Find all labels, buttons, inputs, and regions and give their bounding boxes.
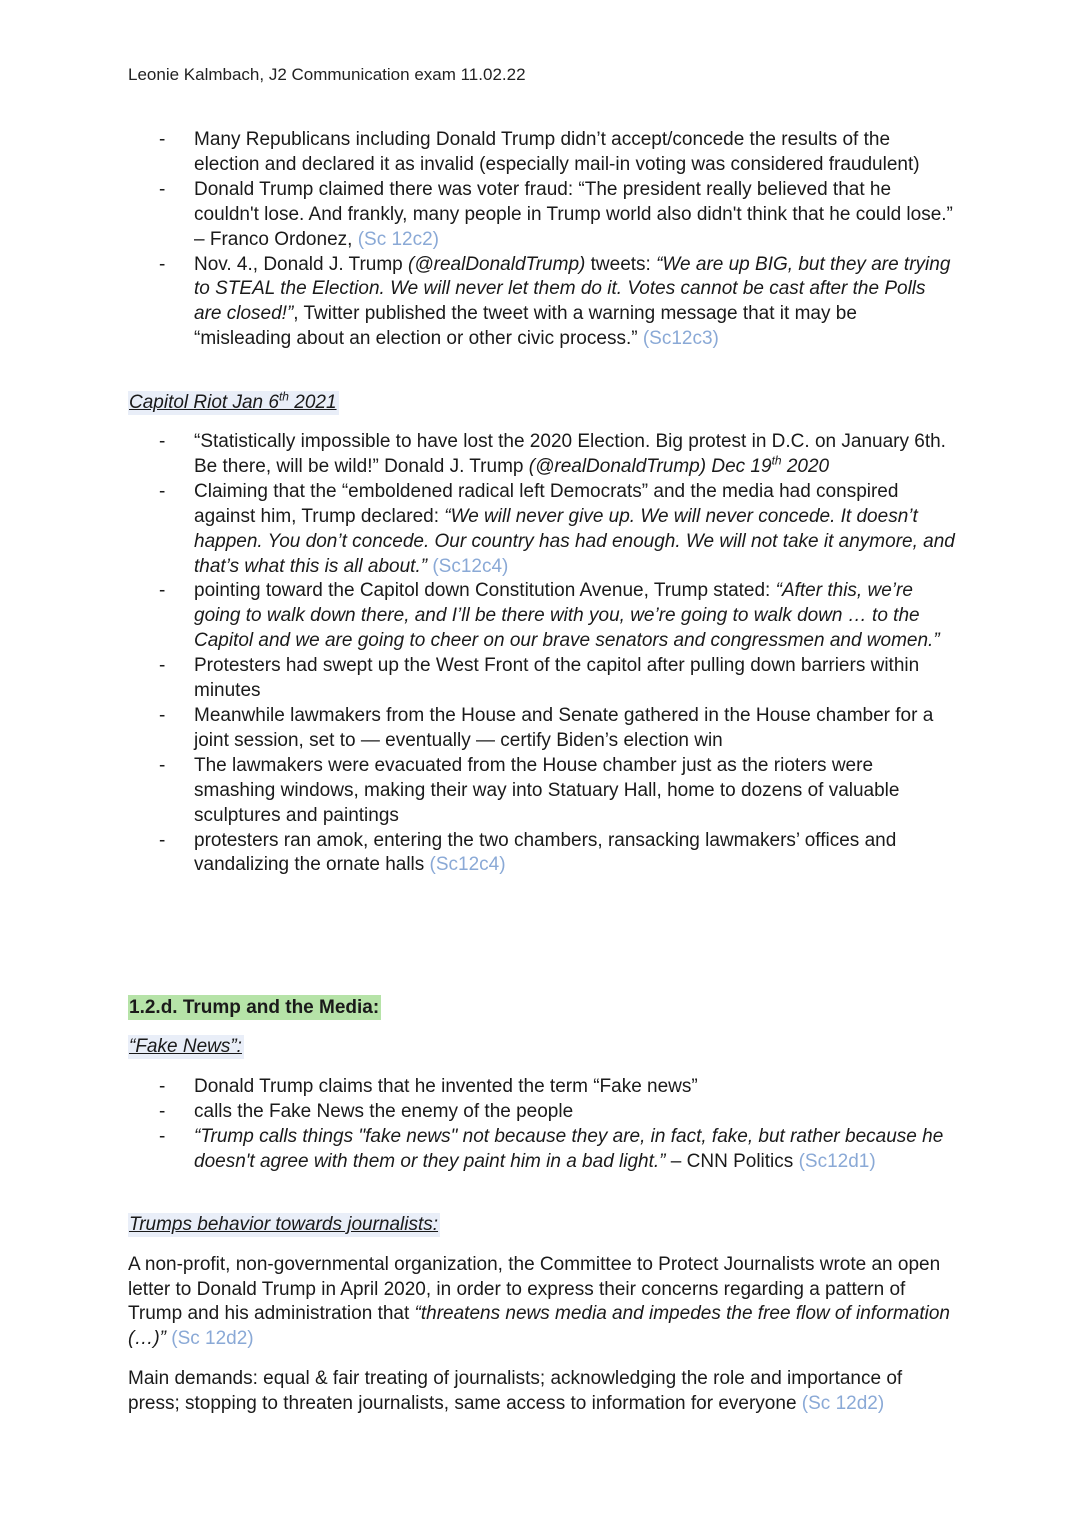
bullet-text: Protesters had swept up the West Front of the capitol after pulling down barriers within minutes [194, 655, 920, 702]
cnn-quote: “Trump calls things "fake news" not because they are, in fact, fake, but rather because he doesn't agree with them or they paint him in a bad light.” [194, 1125, 944, 1172]
speech-quote: “We will never give up. We will never concede. It doesn’t happen. You don’t concede. Our country has had enough. We will not take it anymore, and that’s what this is all about.” [194, 505, 955, 577]
bullet-text: , Twitter published the tweet with a warning message that it may be “misleading about an election or other civic process.” [194, 303, 857, 350]
list-item [128, 829, 958, 879]
demands-paragraph [128, 1367, 958, 1416]
list-item [128, 754, 958, 829]
capitol-riot-heading: Capitol Riot Jan 6th 2021 [129, 389, 337, 413]
source-reference: (Sc12d1) [798, 1150, 876, 1172]
bullet-text: Donald Trump claimed there was voter fraud: “The president really believed that he couldn't lose. And frankly, many people in Trump world also didn't think that he could lose.” – Franco Ordonez, [194, 178, 953, 250]
bullet-text: Nov. 4., Donald J. Trump [194, 253, 403, 275]
fake-news-bullet-list [128, 1075, 958, 1175]
bullet-text: – CNN Politics [670, 1150, 794, 1172]
capitol-list-block [128, 430, 958, 878]
journalists-heading: Trumps behavior towards journalists: [129, 1214, 439, 1235]
source-reference: (Sc 12d2) [801, 1392, 885, 1414]
list-item [128, 1100, 958, 1125]
paragraph-text: A non-profit, non-governmental organization, the Committee to Protect Journalists wrote an open letter to Donald Trump in April 2020, in order to express their concerns regarding a pattern of Trump and his administration that [128, 1254, 941, 1325]
twitter-handle: (@realDonaldTrump) [408, 253, 586, 275]
list-item [128, 579, 958, 654]
letter-quote: “threatens news media and impedes the free flow of information (…)” [128, 1303, 950, 1349]
election-list-block [128, 128, 958, 352]
speech-quote: “After this, we’re going to walk down there, and I’ll be there with you, we’re going to walk down … to the Capitol and we are going to cheer on our brave senators and congressmen and women.” [194, 580, 940, 652]
tweet-quote: “We are up BIG, but they are trying to STEAL the Election. We will never let them do it. Votes cannot be cast after the Polls are closed!” [194, 253, 951, 325]
bullet-text: The lawmakers were evacuated from the House chamber just as the rioters were smashing windows, making their way into Statuary Hall, home to dozens of valuable sculptures and paintings [194, 754, 900, 826]
bullet-text: Meanwhile lawmakers from the House and Senate gathered in the House chamber for a joint session, set to — eventually — certify Biden’s election win [194, 704, 934, 751]
bullet-text: tweets: [590, 253, 651, 275]
list-item [128, 1075, 958, 1100]
source-reference: (Sc 12d2) [171, 1327, 254, 1349]
cpj-paragraph [128, 1253, 958, 1351]
source-reference: (Sc12c4) [432, 555, 509, 577]
list-item [128, 430, 958, 480]
source-reference: (Sc12c3) [642, 328, 719, 350]
fake-news-heading: “Fake News”: [129, 1036, 242, 1057]
capitol-bullet-list [128, 430, 958, 878]
section-title: 1.2.d. Trump and the Media: [129, 997, 380, 1018]
paragraph-text: Main demands: equal & fair treating of journalists; acknowledging the role and importance of press; stopping to threaten journalists, same access to information for everyone [128, 1368, 903, 1414]
page-header: Leonie Kalmbach, J2 Communication exam 11.02.22 [128, 65, 526, 84]
bullet-text: Claiming that the “emboldened radical left Democrats” and the media had conspired against him, Trump declared: [194, 480, 899, 527]
list-item [128, 480, 958, 580]
bullet-text: Many Republicans including Donald Trump didn’t accept/concede the results of the election and declared it as invalid (especially mail-in voting was considered fraudulent) [194, 129, 920, 175]
list-item [128, 654, 958, 704]
bullet-text: Donald Trump claims that he invented the term “Fake news” [194, 1076, 698, 1097]
list-item [128, 1125, 958, 1175]
fake-news-list-block [128, 1075, 958, 1175]
bullet-text: protesters ran amok, entering the two chambers, ransacking lawmakers’ offices and vandalizing the ornate halls [194, 829, 897, 876]
list-item [128, 253, 958, 353]
bullet-text: calls the Fake News the enemy of the people [194, 1100, 574, 1122]
source-reference: (Sc 12c2) [357, 228, 440, 250]
list-item [128, 178, 958, 253]
election-bullet-list [128, 128, 958, 352]
source-reference: (Sc12c4) [429, 854, 506, 876]
bullet-text: “Statistically impossible to have lost the 2020 Election. Big protest in D.C. on January 6th. Be there, will be wild!” Donald J. Trump [194, 431, 946, 477]
twitter-handle: (@realDonaldTrump) Dec 19th 2020 [528, 453, 830, 477]
list-item [128, 704, 958, 754]
bullet-text: pointing toward the Capitol down Constitution Avenue, Trump stated: [194, 580, 771, 602]
list-item [128, 128, 958, 178]
